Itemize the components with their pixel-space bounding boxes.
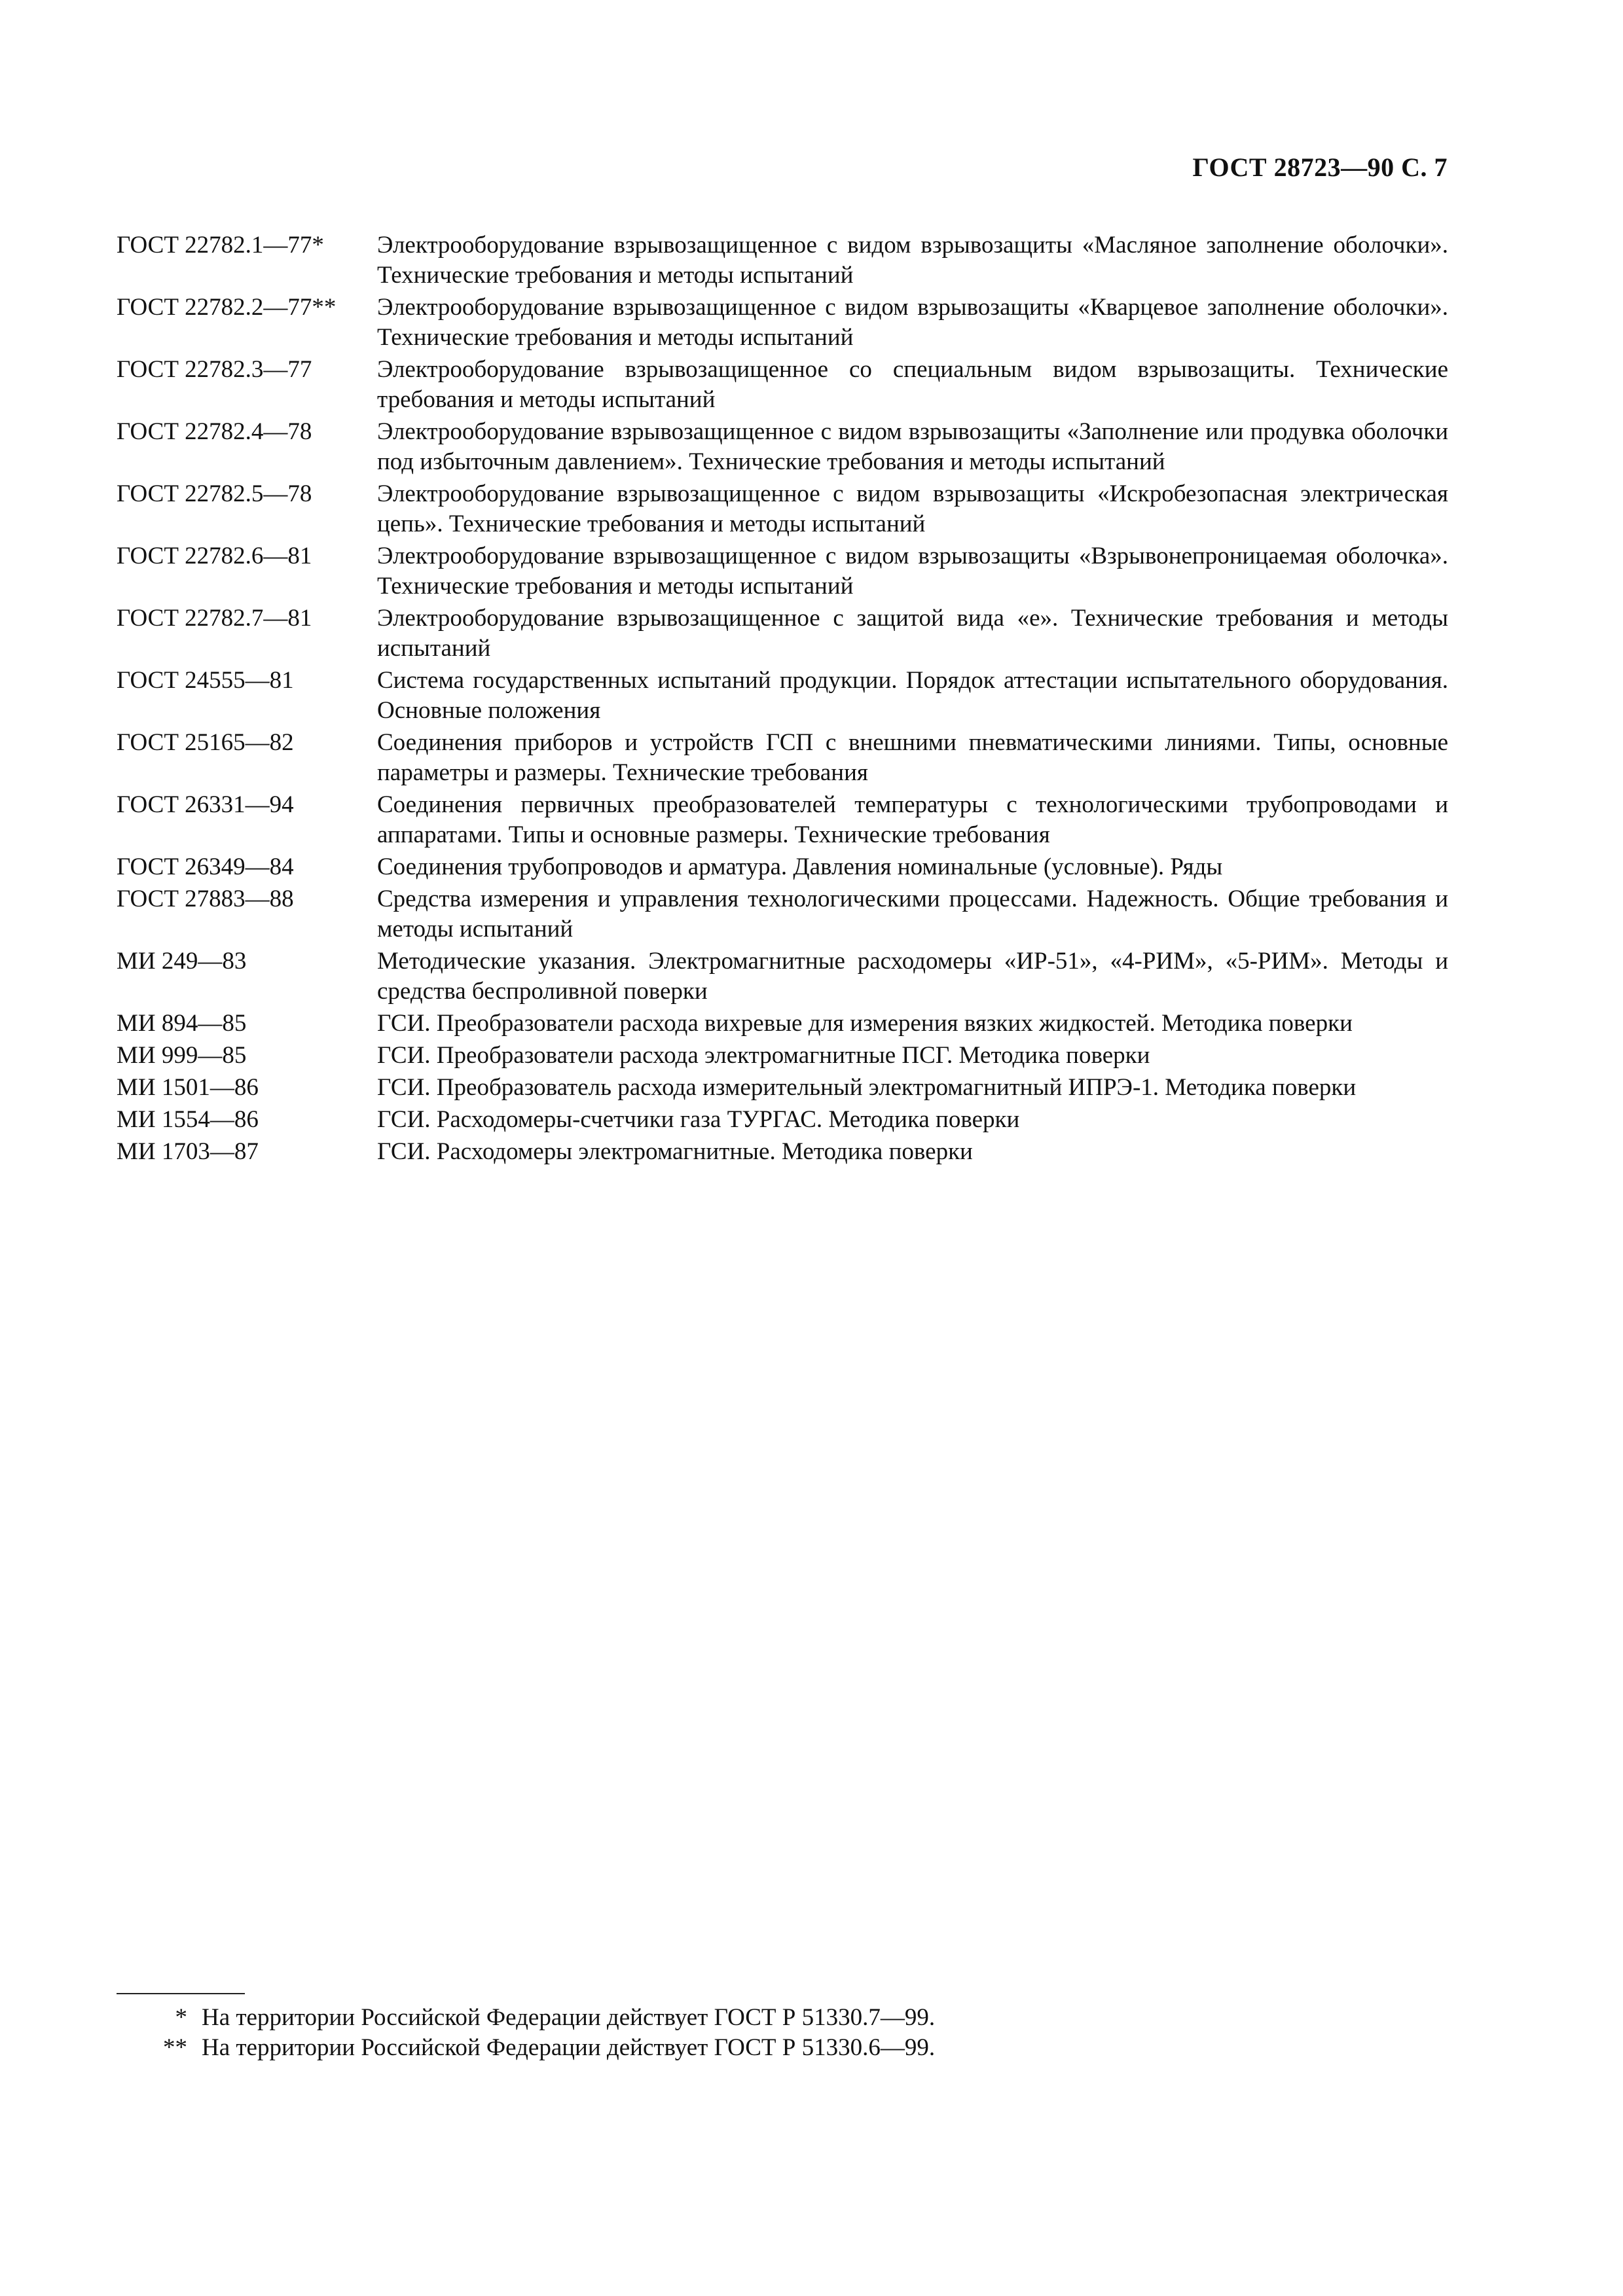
table-row <box>117 603 1448 666</box>
footnote-divider <box>117 1993 245 1994</box>
reference-code: ГОСТ 22782.7—81 <box>117 605 312 632</box>
table-row <box>117 790 1448 852</box>
table-row <box>117 1041 1448 1073</box>
reference-title: Электрооборудование взрывозащищенное с видом взрывозащиты «Искробезопасная электрическая цепь». Технические требования и методы испытаний <box>377 480 1448 537</box>
table-row <box>117 946 1448 1009</box>
footnote-text: На территории Российской Федерации действует ГОСТ Р 51330.7—99. <box>202 2004 936 2031</box>
reference-title: Электрооборудование взрывозащищенное с видом взрывозащиты «Заполнение или продувка оболочки под избыточным давлением». Технические требования и методы испытаний <box>377 418 1448 475</box>
reference-title: Электрооборудование взрывозащищенное с видом взрывозащиты «Взрывонепроницаемая оболочка». Технические требования и методы испытаний <box>377 543 1448 600</box>
table-row <box>117 479 1448 541</box>
reference-code: МИ 1554—86 <box>117 1106 259 1133</box>
table-row <box>117 293 1448 355</box>
reference-code: ГОСТ 24555—81 <box>117 667 294 694</box>
reference-title: Соединения первичных преобразователей температуры с технологическими трубопроводами и аппаратами. Типы и основные размеры. Технические требования <box>377 791 1448 848</box>
reference-title: Электрооборудование взрывозащищенное с видом взрывозащиты «Кварцевое заполнение оболочки». Технические требования и методы испытаний <box>377 294 1448 351</box>
table-row <box>117 230 1448 293</box>
reference-title: ГСИ. Преобразователи расхода вихревые для измерения вязких жидкостей. Методика поверки <box>377 1010 1353 1037</box>
reference-title: ГСИ. Расходомеры электромагнитные. Методика поверки <box>377 1138 973 1165</box>
table-row <box>117 728 1448 790</box>
reference-code: ГОСТ 22782.1—77* <box>117 232 324 259</box>
reference-title: Средства измерения и управления технологическими процессами. Надежность. Общие требования и методы испытаний <box>377 886 1448 942</box>
reference-code: ГОСТ 22782.3—77 <box>117 356 312 383</box>
reference-code: ГОСТ 22782.2—77** <box>117 294 337 321</box>
table-row <box>117 541 1448 603</box>
table-row <box>117 884 1448 946</box>
reference-title: Электрооборудование взрывозащищенное с видом взрывозащиты «Масляное заполнение оболочки». Технические требования и методы испытаний <box>377 232 1448 289</box>
table-row <box>117 1137 1448 1169</box>
reference-code: ГОСТ 25165—82 <box>117 729 294 756</box>
reference-code: ГОСТ 22782.5—78 <box>117 480 312 507</box>
reference-code: МИ 894—85 <box>117 1010 247 1037</box>
footnote-text: На территории Российской Федерации действует ГОСТ Р 51330.6—99. <box>202 2034 936 2061</box>
references-table <box>117 230 1448 1169</box>
reference-title: Электрооборудование взрывозащищенное с защитой вида «е». Технические требования и методы испытаний <box>377 605 1448 662</box>
footnotes <box>117 2003 1448 2063</box>
reference-title: Методические указания. Электромагнитные расходомеры «ИР-51», «4-РИМ», «5-РИМ». Методы и средства беспроливной поверки <box>377 948 1448 1005</box>
reference-code: ГОСТ 27883—88 <box>117 886 294 912</box>
reference-title: Электрооборудование взрывозащищенное со специальным видом взрывозащиты. Технические требования и методы испытаний <box>377 356 1448 413</box>
table-row <box>117 417 1448 479</box>
table-row <box>117 1073 1448 1105</box>
footnote-mark: ** <box>163 2034 187 2061</box>
reference-title: Система государственных испытаний продукции. Порядок аттестации испытательного оборудования. Основные положения <box>377 667 1448 724</box>
reference-code: МИ 999—85 <box>117 1042 247 1069</box>
reference-code: МИ 1501—86 <box>117 1074 259 1101</box>
table-row <box>117 852 1448 884</box>
reference-code: МИ 1703—87 <box>117 1138 259 1165</box>
reference-code: ГОСТ 22782.4—78 <box>117 418 312 445</box>
table-row <box>117 355 1448 417</box>
footnote <box>117 2033 1448 2063</box>
reference-code: ГОСТ 26349—84 <box>117 853 294 880</box>
reference-title: Соединения трубопроводов и арматура. Давления номинальные (условные). Ряды <box>377 853 1223 880</box>
reference-title: ГСИ. Преобразователи расхода электромагнитные ПСГ. Методика поверки <box>377 1042 1150 1069</box>
footnote <box>117 2003 1448 2033</box>
table-row <box>117 1009 1448 1041</box>
reference-title: ГСИ. Преобразователь расхода измерительный электромагнитный ИПРЭ-1. Методика поверки <box>377 1074 1357 1101</box>
reference-title: Соединения приборов и устройств ГСП с внешними пневматическими линиями. Типы, основные параметры и размеры. Технические требования <box>377 729 1448 786</box>
table-row <box>117 1105 1448 1137</box>
reference-code: ГОСТ 26331—94 <box>117 791 294 818</box>
table-row <box>117 666 1448 728</box>
reference-code: МИ 249—83 <box>117 948 247 975</box>
reference-title: ГСИ. Расходомеры-счетчики газа ТУРГАС. Методика поверки <box>377 1106 1020 1133</box>
footnote-mark: * <box>175 2004 187 2031</box>
page-header: ГОСТ 28723—90 С. 7 <box>1192 152 1448 182</box>
reference-code: ГОСТ 22782.6—81 <box>117 543 312 569</box>
